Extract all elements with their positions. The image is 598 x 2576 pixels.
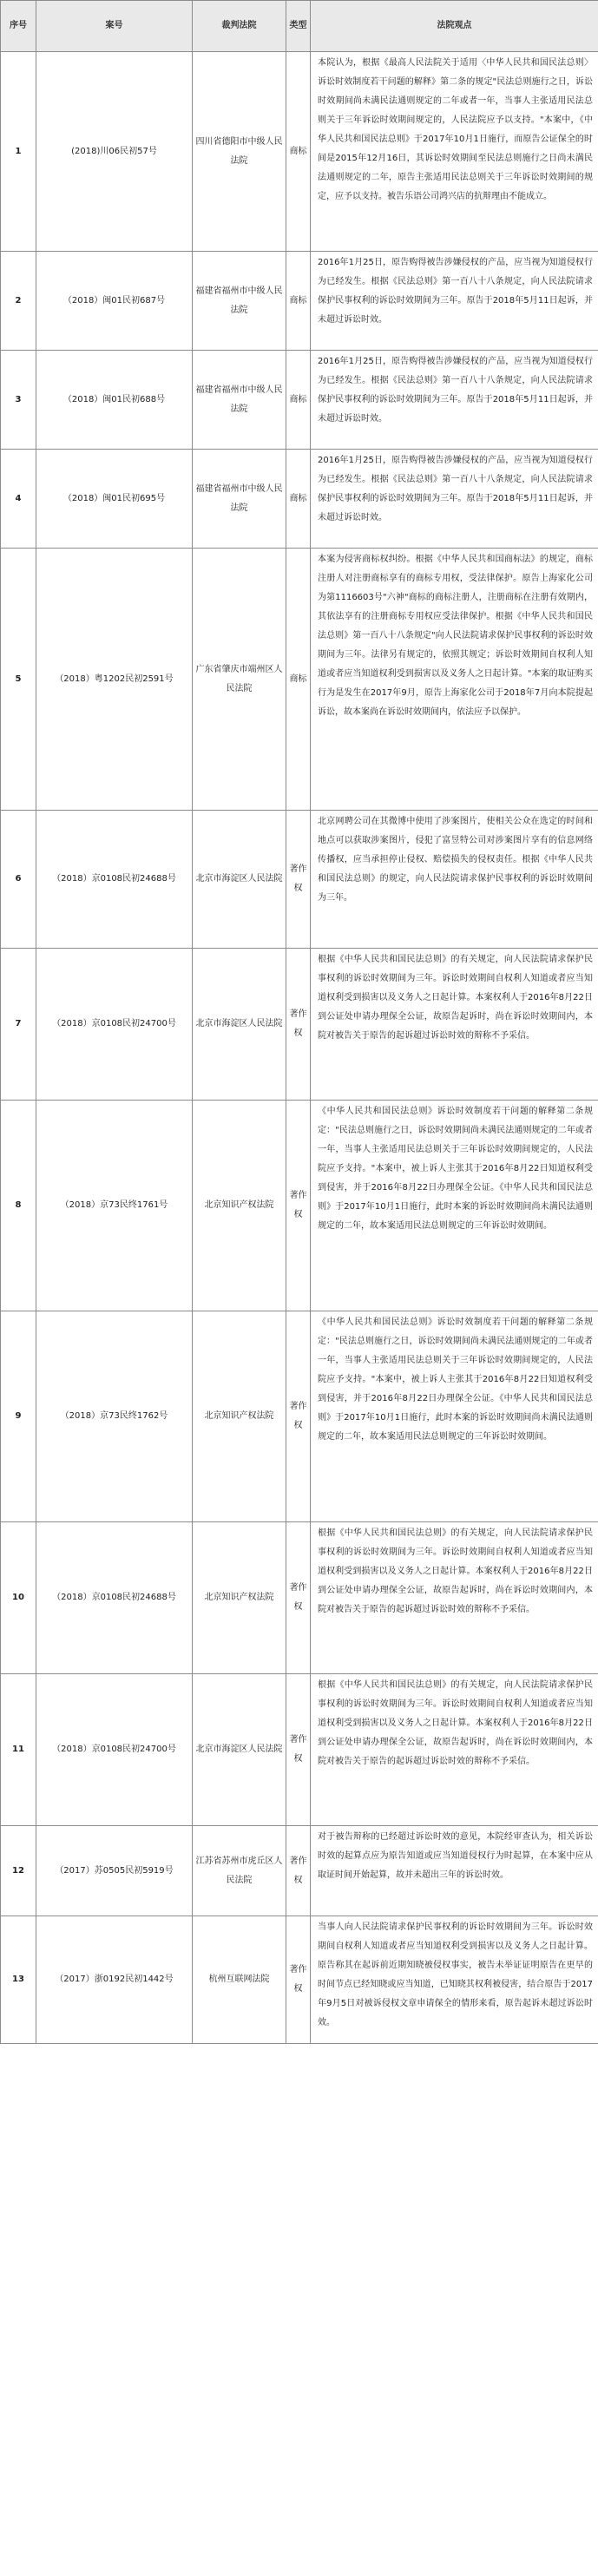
row-view: 北京网聘公司在其微博中使用了涉案图片，使相关公众在选定的时间和地点可以获取涉案图片，侵犯了富昱特公司对涉案图片享有的信息网络传播权，应当承担停止侵权、赔偿损失的侵权责任。根据《中华人民共和国民法总则》的规定，向人民法院请求保护民事权利的诉讼时效期间为三年。 [311, 811, 598, 949]
row-type: 著作权 [286, 1916, 311, 2044]
header-case-no: 案号 [36, 1, 193, 52]
row-view: 2016年1月25日，原告购得被告涉嫌侵权的产品，应当视为知道侵权行为已经发生。根据《民法总则》第一百八十八条规定，向人民法院请求保护民事权利的诉讼时效期间为三年。原告于2018年5月11日起诉，并未超过诉讼时效。 [311, 252, 598, 351]
header-view: 法院观点 [311, 1, 598, 52]
row-type: 著作权 [286, 1674, 311, 1826]
row-no: 6 [1, 811, 36, 949]
row-view: 当事人向人民法院请求保护民事权利的诉讼时效期间为三年。诉讼时效期间自权利人知道或者应当知道权利受到损害以及义务人之日起计算。原告称其在起诉前近期知晓被侵权事实，被告未举证证明原告在更早的时间节点已经知晓或应当知道，已知晓其权利被侵害，结合原告于2017年9月5日对被诉侵权文章申请保全的情形来看，原告起诉未超过诉讼时效。 [311, 1916, 598, 2044]
row-case-no: （2018）粤1202民初2591号 [36, 549, 193, 811]
table-body [1, 52, 598, 2044]
row-type: 商标 [286, 351, 311, 450]
table-row [1, 1101, 598, 1311]
table-row [1, 52, 598, 252]
row-no: 1 [1, 52, 36, 252]
row-view: 本案为侵害商标权纠纷。根据《中华人民共和国商标法》的规定，商标注册人对注册商标享有的商标专用权，受法律保护。原告上海家化公司为第1116603号"六神"商标的商标注册人，注册商标在注册有效期内，其依法享有的注册商标专用权应受法律保护。根据《中华人民共和国民法总则》第一百八十八条规定"向人民法院请求保护民事权利的诉讼时效期间为三年。法律另有规定的，依照其规定；诉讼时效期间自权利人知道或者应当知道权利受到损害以及义务人之日起计算。"本案的取证购买行为是发生在2017年9月，原告上海家化公司于2018年7月向本院提起诉讼，故本案尚在诉讼时效期间内，依法应予以保护。 [311, 549, 598, 811]
row-court: 福建省福州市中级人民法院 [193, 252, 286, 351]
row-case-no: （2017）浙0192民初1442号 [36, 1916, 193, 2044]
row-view: 对于被告辩称的已经超过诉讼时效的意见，本院经审查认为，相关诉讼时效的起算点应为原告知道或应当知道侵权行为时起算，在本案中应从取证时间开始起算，故并未超出三年的诉讼时效。 [311, 1826, 598, 1916]
row-type: 著作权 [286, 1101, 311, 1311]
row-view: 根据《中华人民共和国民法总则》的有关规定，向人民法院请求保护民事权利的诉讼时效期间为三年。诉讼时效期间自权利人知道或者应当知道权利受到损害以及义务人之日起计算。本案权利人于2016年8月22日到公证处申请办理保全公证，故原告起诉时，尚在诉讼时效期间内，本院对被告关于原告的起诉超过诉讼时效的辩称不予采信。 [311, 1674, 598, 1826]
table-row [1, 1826, 598, 1916]
row-type: 商标 [286, 450, 311, 549]
row-type: 著作权 [286, 1826, 311, 1916]
row-case-no: (2018)川06民初57号 [36, 52, 193, 252]
row-type: 著作权 [286, 1311, 311, 1522]
header-court: 裁判法院 [193, 1, 286, 52]
row-view: 2016年1月25日，原告购得被告涉嫌侵权的产品，应当视为知道侵权行为已经发生。根据《民法总则》第一百八十八条规定，向人民法院请求保护民事权利的诉讼时效期间为三年。原告于2018年5月11日起诉，并未超过诉讼时效。 [311, 351, 598, 450]
row-no: 8 [1, 1101, 36, 1311]
row-case-no: （2018）京73民终1761号 [36, 1101, 193, 1311]
table-row [1, 549, 598, 811]
row-no: 2 [1, 252, 36, 351]
row-court: 四川省德阳市中级人民法院 [193, 52, 286, 252]
header-type: 类型 [286, 1, 311, 52]
table-row [1, 450, 598, 549]
table-row [1, 1522, 598, 1674]
row-case-no: （2018）京0108民初24700号 [36, 949, 193, 1101]
row-type: 商标 [286, 549, 311, 811]
table-row [1, 1916, 598, 2044]
row-case-no: （2017）苏0505民初5919号 [36, 1826, 193, 1916]
row-view: 《中华人民共和国民法总则》诉讼时效制度若干问题的解释第二条规定："民法总则施行之日，诉讼时效期间尚未满民法通则规定的二年或者一年，当事人主张适用民法总则关于三年诉讼时效期间规定的，人民法院应予支持。"本案中，被上诉人主张其于2016年8月22日知道权利受到侵害，并于2016年8月22日办理保全公证。《中华人民共和国民法总则》于2017年10月1日施行，此时本案的诉讼时效期间尚未满民法通则规定的二年，故本案适用民法总则规定的三年诉讼时效期间。 [311, 1101, 598, 1311]
row-no: 3 [1, 351, 36, 450]
row-no: 4 [1, 450, 36, 549]
row-type: 著作权 [286, 811, 311, 949]
table-row [1, 1311, 598, 1522]
row-no: 5 [1, 549, 36, 811]
row-view: 本院认为，根据《最高人民法院关于适用〈中华人民共和国民法总则〉诉讼时效制度若干问题的解释》第二条的规定"民法总则施行之日，诉讼时效期间尚未满民法通则规定的二年或者一年，当事人主张适用民法总则关于三年诉讼时效期间规定的，人民法院应予以支持。"本案中，《中华人民共和国民法总则》于2017年10月1日施行，而原告公证保全的时间是2015年12月16日，其诉讼时效期间至民法总则施行之日尚未满民法通则规定的二年，原告主张适用民法总则关于三年诉讼时效期间的规定，应予以支持。被告乐语公司鸿兴店的抗辩理由不能成立。 [311, 52, 598, 252]
header-no: 序号 [1, 1, 36, 52]
row-court: 杭州互联网法院 [193, 1916, 286, 2044]
row-court: 福建省福州市中级人民法院 [193, 450, 286, 549]
row-case-no: （2018）闽01民初687号 [36, 252, 193, 351]
table-row [1, 811, 598, 949]
row-court: 北京市海淀区人民法院 [193, 811, 286, 949]
row-type: 著作权 [286, 949, 311, 1101]
row-no: 7 [1, 949, 36, 1101]
row-case-no: （2018）京73民终1762号 [36, 1311, 193, 1522]
row-case-no: （2018）闽01民初695号 [36, 450, 193, 549]
row-court: 北京知识产权法院 [193, 1311, 286, 1522]
row-view: 2016年1月25日，原告购得被告涉嫌侵权的产品，应当视为知道侵权行为已经发生。根据《民法总则》第一百八十八条规定，向人民法院请求保护民事权利的诉讼时效期间为三年。原告于2018年5月11日起诉，并未超过诉讼时效。 [311, 450, 598, 549]
row-case-no: （2018）京0108民初24700号 [36, 1674, 193, 1826]
row-case-no: （2018）闽01民初688号 [36, 351, 193, 450]
row-court: 北京知识产权法院 [193, 1101, 286, 1311]
row-court: 福建省福州市中级人民法院 [193, 351, 286, 450]
row-no: 13 [1, 1916, 36, 2044]
row-type: 商标 [286, 252, 311, 351]
table-row [1, 1674, 598, 1826]
row-type: 著作权 [286, 1522, 311, 1674]
row-no: 12 [1, 1826, 36, 1916]
row-case-no: （2018）京0108民初24688号 [36, 811, 193, 949]
row-case-no: （2018）京0108民初24688号 [36, 1522, 193, 1674]
table-row [1, 949, 598, 1101]
row-court: 北京市海淀区人民法院 [193, 1674, 286, 1826]
header-row [1, 1, 598, 52]
row-view: 《中华人民共和国民法总则》诉讼时效制度若干问题的解释第二条规定："民法总则施行之日，诉讼时效期间尚未满民法通则规定的二年或者一年，当事人主张适用民法总则关于三年诉讼时效期间规定的，人民法院应予支持。"本案中，被上诉人主张其于2016年8月22日知道权利受到侵害，并于2016年8月22日办理保全公证。《中华人民共和国民法总则》于2017年10月1日施行，此时本案的诉讼时效期间尚未满民法通则规定的二年，故本案适用民法总则规定的三年诉讼时效期间。 [311, 1311, 598, 1522]
table-row [1, 351, 598, 450]
row-court: 江苏省苏州市虎丘区人民法院 [193, 1826, 286, 1916]
row-no: 11 [1, 1674, 36, 1826]
row-no: 9 [1, 1311, 36, 1522]
row-type: 商标 [286, 52, 311, 252]
row-court: 北京知识产权法院 [193, 1522, 286, 1674]
row-view: 根据《中华人民共和国民法总则》的有关规定，向人民法院请求保护民事权利的诉讼时效期间为三年。诉讼时效期间自权利人知道或者应当知道权利受到损害以及义务人之日起计算。本案权利人于2016年8月22日到公证处申请办理保全公证，故原告起诉时，尚在诉讼时效期间内，本院对被告关于原告的起诉超过诉讼时效的辩称不予采信。 [311, 949, 598, 1101]
row-no: 10 [1, 1522, 36, 1674]
row-view: 根据《中华人民共和国民法总则》的有关规定，向人民法院请求保护民事权利的诉讼时效期间为三年。诉讼时效期间自权利人知道或者应当知道权利受到损害以及义务人之日起计算。本案权利人于2016年8月22日到公证处申请办理保全公证，故原告起诉时，尚在诉讼时效期间内，本院对被告关于原告的起诉超过诉讼时效的辩称不予采信。 [311, 1522, 598, 1674]
row-court: 北京市海淀区人民法院 [193, 949, 286, 1101]
row-court: 广东省肇庆市端州区人民法院 [193, 549, 286, 811]
table-row [1, 252, 598, 351]
